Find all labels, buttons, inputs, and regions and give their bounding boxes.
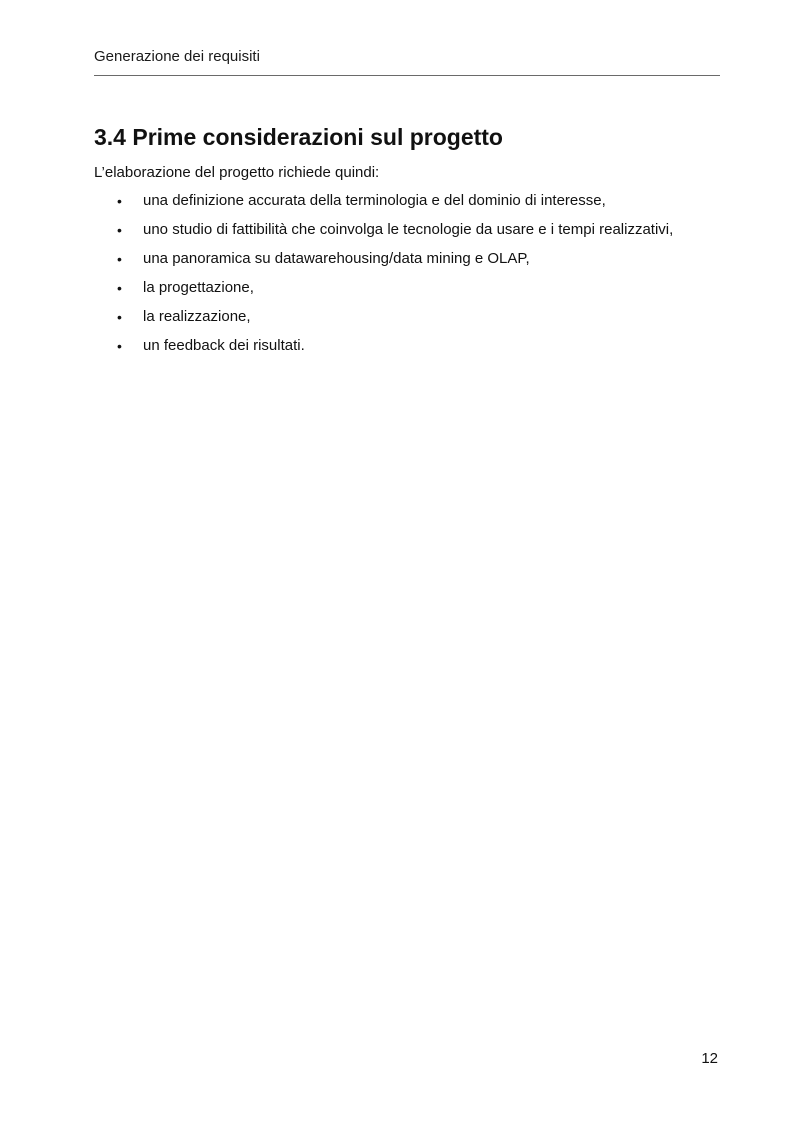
- list-item: [94, 220, 720, 249]
- bullet-icon: •: [117, 193, 122, 209]
- list-item-text: una definizione accurata della terminologia e del dominio di interesse,: [143, 192, 606, 209]
- bullet-icon: •: [117, 251, 122, 267]
- requirements-list: [94, 191, 720, 365]
- list-item: [94, 307, 720, 336]
- list-item: [94, 278, 720, 307]
- list-item-text: la realizzazione,: [143, 308, 251, 325]
- list-item-text: una panoramica su datawarehousing/data mining e OLAP,: [143, 250, 530, 267]
- running-header: Generazione dei requisiti: [94, 48, 260, 65]
- list-item: [94, 191, 720, 220]
- page-number: 12: [701, 1050, 718, 1067]
- list-item: [94, 336, 720, 365]
- bullet-icon: •: [117, 338, 122, 354]
- header-rule: [94, 75, 720, 76]
- list-item-text: la progettazione,: [143, 279, 254, 296]
- bullet-icon: •: [117, 280, 122, 296]
- list-item: [94, 249, 720, 278]
- bullet-icon: •: [117, 222, 122, 238]
- list-item-text: uno studio di fattibilità che coinvolga le tecnologie da usare e i tempi realizzativi,: [143, 221, 674, 238]
- bullet-icon: •: [117, 309, 122, 325]
- intro-paragraph: L’elaborazione del progetto richiede quindi:: [94, 164, 380, 181]
- list-item-text: un feedback dei risultati.: [143, 337, 305, 354]
- section-heading: 3.4 Prime considerazioni sul progetto: [94, 124, 503, 150]
